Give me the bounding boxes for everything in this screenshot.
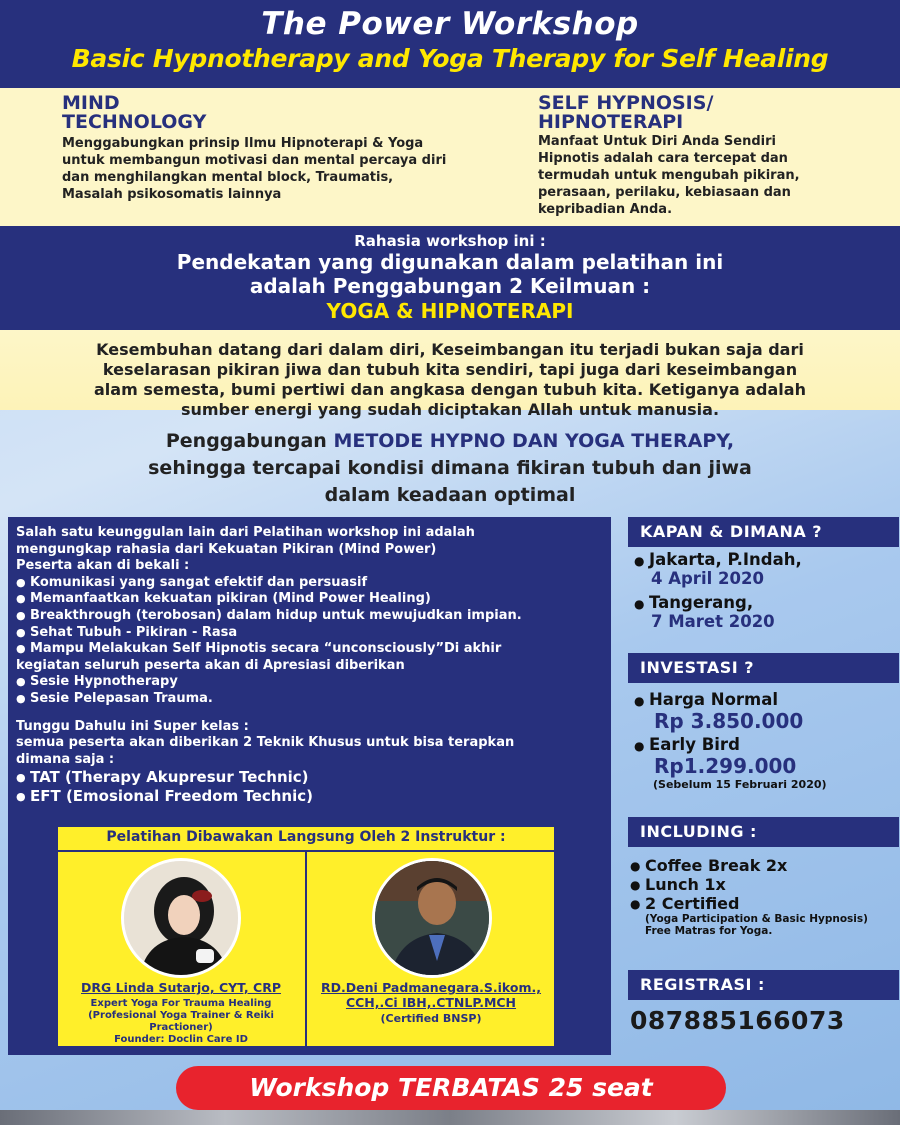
including-heading: INCLUDING : [628,817,899,847]
instructor-right-role: (Certified BNSP) [380,1012,482,1025]
mind-tech-line: dan menghilangkan mental block, Traumatis, [62,170,394,185]
mind-tech-line: Masalah psikosomatis lainnya [62,187,282,202]
benefit-item: ● Komunikasi yang sangat efektif dan persuasif [16,575,603,592]
benefit-item: ● Breakthrough (terobosan) dalam hidup untuk mewujudkan impian. [16,608,603,625]
instructor-divider-v [305,850,307,1048]
investasi-heading: INVESTASI ? [628,653,899,683]
instructor-left-caption [58,980,304,1046]
instructor-left-role: Founder: Doclin Care ID [114,1034,248,1045]
registration-phone[interactable]: 087885166073 [630,1006,845,1035]
including-item: Coffee Break 2x [645,856,788,875]
rahasia-line-3: adalah Penggabungan 2 Keilmuan : [249,274,651,298]
mind-tech-line: untuk membangun motivasi dan mental percaya diri [62,153,447,168]
tunggu-line: dimana saja : [16,751,115,767]
including-list: ● Coffee Break 2x ● Lunch 1x ● 2 Certified (Yoga Participation & Basic Hypnosis) Free Matras for Yoga. [630,856,898,937]
normal-label: Harga Normal [649,690,779,709]
kapan-place: Jakarta, P.Indah, [649,550,802,569]
header-banner [0,0,900,88]
instructor-left-role: (Profesional Yoga Trainer & Reiki Practioner) [88,1010,274,1033]
rahasia-label: Rahasia workshop ini : [354,232,546,250]
registrasi-heading: REGISTRASI : [628,970,899,1000]
kapan-place: Tangerang, [649,593,754,612]
benefit-item-continued: kegiatan seluruh peserta akan di Apresiasi diberikan [16,657,405,673]
benefit-item: ● Memanfaatkan kekuatan pikiran (Mind Power Healing) [16,591,603,608]
rahasia-line-2: Pendekatan yang digunakan dalam pelatihan ini [176,250,724,274]
method-paragraph [40,428,860,509]
kapan-date: 7 Maret 2020 [651,612,775,631]
mind-tech-line: Menggabungkan prinsip Ilmu Hipnoterapi & Yoga [62,136,424,151]
self-hypnosis-line: perasaan, perilaku, kebiasaan dan [538,185,791,200]
paragraph-line: sumber energi yang sudah diciptakan Allah untuk manusia. [180,400,720,419]
tunggu-line: semua peserta akan diberikan 2 Teknik Khusus untuk bisa terapkan [16,735,515,751]
investasi-list: ● Harga Normal Rp 3.850.000 ● Early Bird Rp1.299.000 (Sebelum 15 Februari 2020) [634,690,896,791]
kapan-date: 4 April 2020 [651,569,764,588]
bottom-photo-strip [0,1110,900,1125]
limited-seat-banner: Workshop TERBATAS 25 seat [176,1066,726,1110]
paragraph-line: Kesembuhan datang dari dalam diri, Keseimbangan itu terjadi bukan saja dari [96,340,804,359]
healing-paragraph [30,340,870,420]
including-note: (Yoga Participation & Basic Hypnosis) [645,913,868,925]
method-line-2: sehingga tercapai kondisi dimana fikiran tubuh dan jiwa [148,457,752,479]
paragraph-line: alam semesta, bumi pertiwi dan angkasa dengan tubuh kita. Ketiganya adalah [94,380,806,399]
paragraph-line: keselarasan pikiran jiwa dan tubuh kita sendiri, tapi juga dari keseimbangan [102,360,798,379]
instructor-title: Pelatihan Dibawakan Langsung Oleh 2 Instruktur : [106,829,506,845]
normal-price: Rp 3.850.000 [654,709,804,733]
instructor-left-name: DRG Linda Sutarjo, CYT, CRP [81,980,281,995]
self-hypnosis-line: Manfaat Untuk Diri Anda Sendiri [538,134,776,149]
benefit-item: ● Sesie Pelepasan Trauma. [16,691,603,708]
including-item: Lunch 1x [645,875,726,894]
mind-technology-heading-2: TECHNOLOGY [62,111,207,133]
self-hypnosis-heading-1: SELF HYPNOSIS/ [538,92,714,114]
instructor-right-caption [308,980,554,1025]
including-note: Free Matras for Yoga. [645,925,773,937]
technique-item: ● TAT (Therapy Akupresur Technic) [16,768,603,787]
tunggu-line: Tunggu Dahulu ini Super kelas : [16,718,249,734]
self-hypnosis-line: termudah untuk mengubah pikiran, [538,168,800,183]
method-prefix: Penggabungan [165,430,334,452]
yoga-hipnoterapi-highlight: YOGA & HIPNOTERAPI [326,299,574,323]
self-hypnosis-line: Hipnotis adalah cara tercepat dan [538,151,788,166]
instructor-photo-female [121,858,241,978]
kapan-heading: KAPAN & DIMANA ? [628,517,899,547]
benefits-intro-line: Peserta akan di bekali : [16,558,190,574]
technique-item: ● EFT (Emosional Freedom Technic) [16,787,603,806]
benefit-item: ● Sehat Tubuh - Pikiran - Rasa [16,625,603,642]
benefits-intro-line: Salah satu keunggulan lain dari Pelatihan workshop ini adalah [16,525,475,540]
self-hypnosis-heading-2: HIPNOTERAPI [538,111,684,133]
method-highlight: METODE HYPNO DAN YOGA THERAPY, [333,430,735,452]
instructor-photo-male [372,858,492,978]
benefits-intro-line: mengungkap rahasia dari Kekuatan Pikiran (Mind Power) [16,541,437,557]
early-label: Early Bird [649,735,740,754]
instructor-left-role: Expert Yoga For Trauma Healing [90,998,272,1009]
benefit-item: ● Mampu Melakukan Self Hipnotis secara “unconsciously”Di akhir [16,641,603,658]
instructor-right-name: CCH,.Ci IBH,.CTNLP.MCH [345,995,517,1010]
mind-technology-heading-1: MIND [62,92,120,114]
including-item: 2 Certified [645,894,740,913]
benefit-item: ● Sesie Hypnotherapy [16,674,603,691]
early-price: Rp1.299.000 [654,754,797,778]
workshop-subtitle: Basic Hypnotherapy and Yoga Therapy for Self Healing [71,44,829,73]
rahasia-band [0,226,900,330]
mind-technology-section [62,94,522,203]
method-line-3: dalam keadaan optimal [324,484,576,506]
kapan-list: ● Jakarta, P.Indah, 4 April 2020 ● Tangerang, 7 Maret 2020 [634,550,894,631]
self-hypnosis-line: kepribadian Anda. [538,202,673,217]
early-note: (Sebelum 15 Februari 2020) [653,778,827,791]
instructor-right-name: RD.Deni Padmanegara.S.ikom., [320,980,542,995]
self-hypnosis-section [538,94,888,218]
workshop-title: The Power Workshop [261,6,639,42]
